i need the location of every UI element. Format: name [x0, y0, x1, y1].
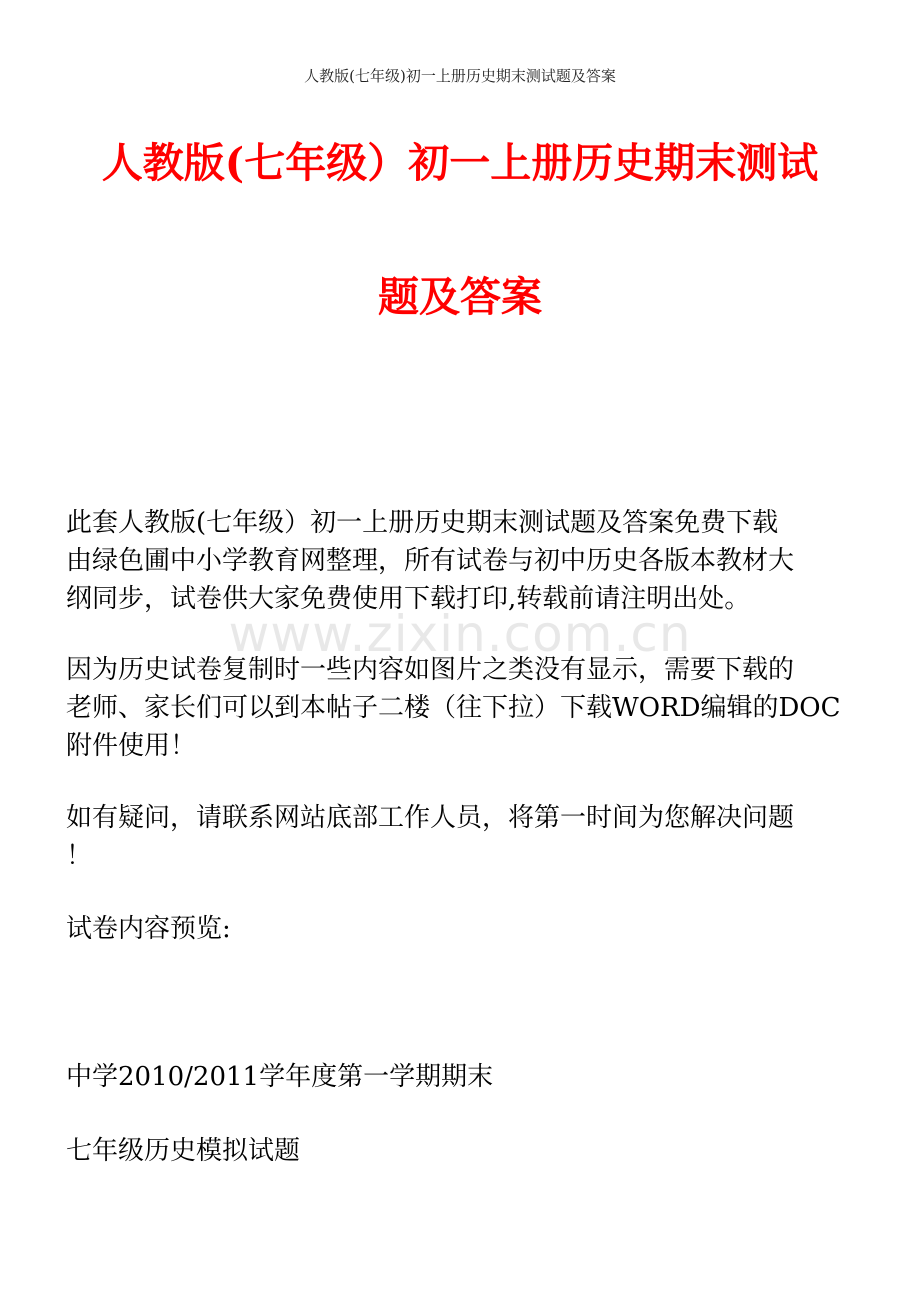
preview-label: 试卷内容预览:: [66, 914, 231, 944]
notice-line: 附件使用！: [66, 731, 197, 761]
document-title-line-1: 人教版(七年级）初一上册历史期末测试: [101, 139, 819, 187]
contact-line: 如有疑问，请联系网站底部工作人员，将第一时间为您解决问题: [66, 803, 795, 833]
notice-paragraph: [66, 651, 856, 765]
intro-line: 纲同步，试卷供大家免费使用下载打印,转载前请注明出处。: [66, 584, 751, 614]
document-title-line-2: 题及答案: [378, 273, 542, 321]
notice-line: 老师、家长们可以到本帖子二楼（往下拉）下载WORD编辑的DOC: [66, 693, 841, 723]
contact-line: ！: [66, 841, 93, 871]
exam-subheading: 七年级历史模拟试题: [66, 1136, 301, 1166]
intro-line: 此套人教版(七年级）初一上册历史期末测试题及答案免费下载: [66, 508, 779, 538]
running-header: 人教版(七年级)初一上册历史期末测试题及答案: [304, 67, 616, 85]
exam-heading: 中学2010/2011学年度第一学期期末: [66, 1062, 494, 1092]
contact-paragraph: [66, 799, 856, 875]
intro-line: 由绿色圃中小学教育网整理，所有试卷与初中历史各版本教材大: [66, 546, 795, 576]
watermark: www.zixin.com.cn: [228, 605, 692, 663]
intro-paragraph: [66, 504, 856, 618]
notice-line: 因为历史试卷复制时一些内容如图片之类没有显示，需要下载的: [66, 655, 795, 685]
